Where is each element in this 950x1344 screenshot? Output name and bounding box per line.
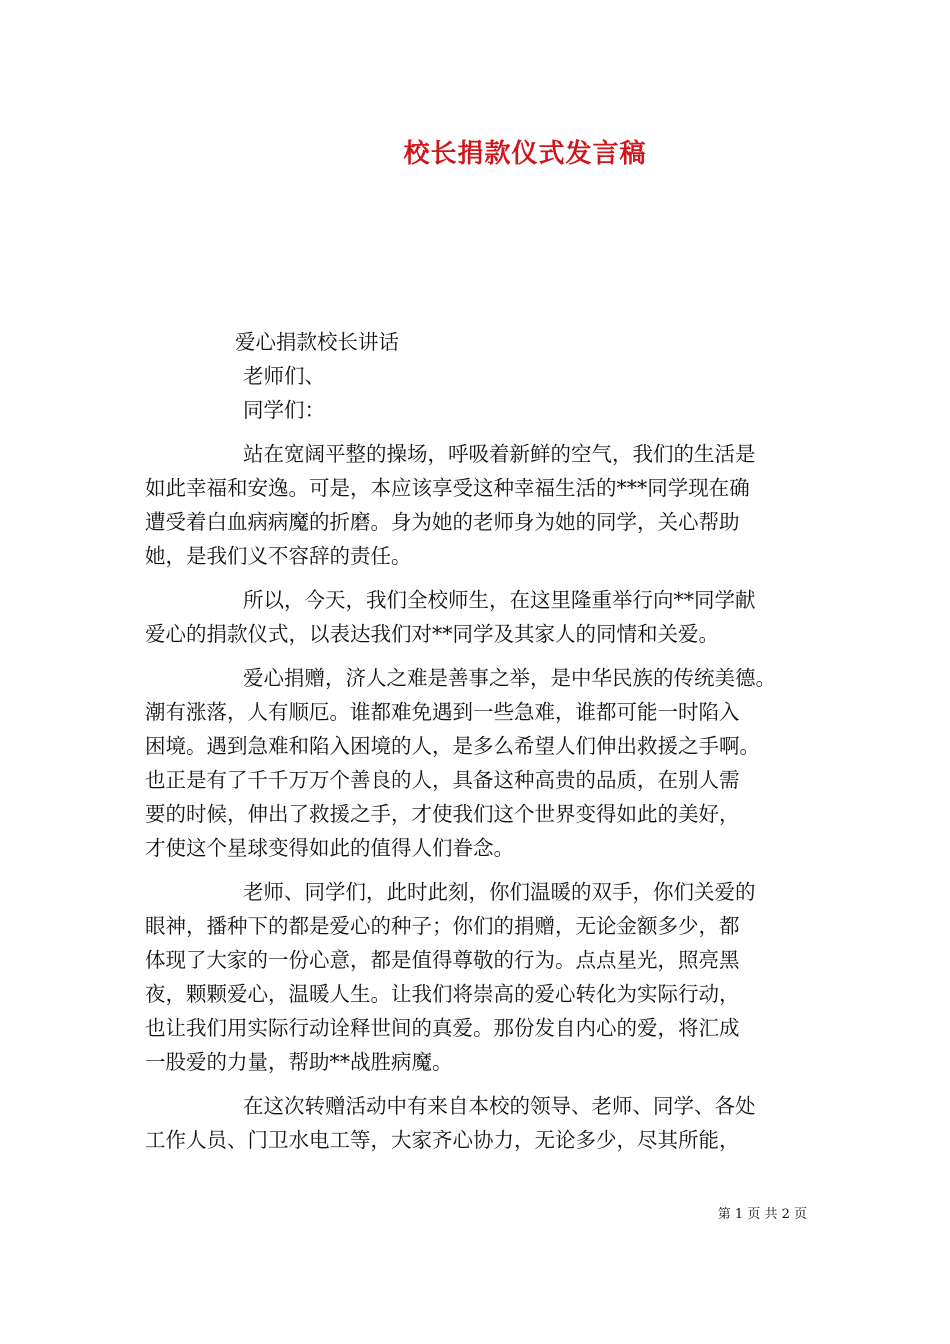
paragraph-line: 老师、同学们，此时此刻，你们温暖的双手，你们关爱的 <box>243 880 756 904</box>
greeting-students: 同学们： <box>243 398 325 422</box>
speech-subtitle: 爱心捐款校长讲话 <box>235 330 399 354</box>
paragraph-line: 才使这个星球变得如此的值得人们眷念。 <box>145 836 514 860</box>
paragraph-line: 体现了大家的一份心意，都是值得尊敬的行为。点点星光，照亮黑 <box>145 948 740 972</box>
paragraph-line: 一股爱的力量，帮助**战胜病魔。 <box>145 1050 453 1074</box>
paragraph-5 <box>145 1089 813 1157</box>
paragraph-3 <box>145 661 813 865</box>
paragraph-line: 困境。遇到急难和陷入困境的人，是多么希望人们伸出救援之手啊。 <box>145 734 760 758</box>
greeting-teachers: 老师们、 <box>243 364 325 388</box>
paragraph-line: 遭受着白血病病魔的折磨。身为她的老师身为她的同学，关心帮助 <box>145 510 740 534</box>
paragraph-line: 工作人员、门卫水电工等，大家齐心协力，无论多少，尽其所能， <box>145 1128 740 1152</box>
paragraph-2 <box>145 583 813 651</box>
paragraph-line: 也正是有了千千万万个善良的人，具备这种高贵的品质，在别人需 <box>145 768 740 792</box>
paragraph-1 <box>145 437 813 573</box>
page-number: 第 1 页 共 2 页 <box>717 1207 807 1222</box>
paragraph-4 <box>145 875 813 1079</box>
paragraph-line: 如此幸福和安逸。可是，本应该享受这种幸福生活的***同学现在确 <box>145 476 750 500</box>
paragraph-line: 夜，颗颗爱心，温暖人生。让我们将崇高的爱心转化为实际行动， <box>145 982 740 1006</box>
paragraph-line: 眼神，播种下的都是爱心的种子；你们的捐赠，无论金额多少，都 <box>145 914 740 938</box>
paragraph-line: 她，是我们义不容辞的责任。 <box>145 544 412 568</box>
document-body <box>145 325 813 1157</box>
paragraph-line: 在这次转赠活动中有来自本校的领导、老师、同学、各处 <box>243 1094 756 1118</box>
paragraph-line: 爱心的捐款仪式，以表达我们对**同学及其家人的同情和关爱。 <box>145 622 719 646</box>
document-title: 校长捐款仪式发言稿 <box>403 139 647 169</box>
paragraph-line: 潮有涨落，人有顺厄。谁都难免遇到一些急难，谁都可能一时陷入 <box>145 700 740 724</box>
paragraph-line: 要的时候，伸出了救援之手，才使我们这个世界变得如此的美好， <box>145 802 740 826</box>
paragraph-line: 爱心捐赠，济人之难是善事之举，是中华民族的传统美德。 <box>243 666 776 690</box>
paragraph-line: 站在宽阔平整的操场，呼吸着新鲜的空气，我们的生活是 <box>243 442 756 466</box>
paragraph-line: 所以，今天，我们全校师生，在这里隆重举行向**同学献 <box>243 588 756 612</box>
paragraph-line: 也让我们用实际行动诠释世间的真爱。那份发自内心的爱，将汇成 <box>145 1016 740 1040</box>
